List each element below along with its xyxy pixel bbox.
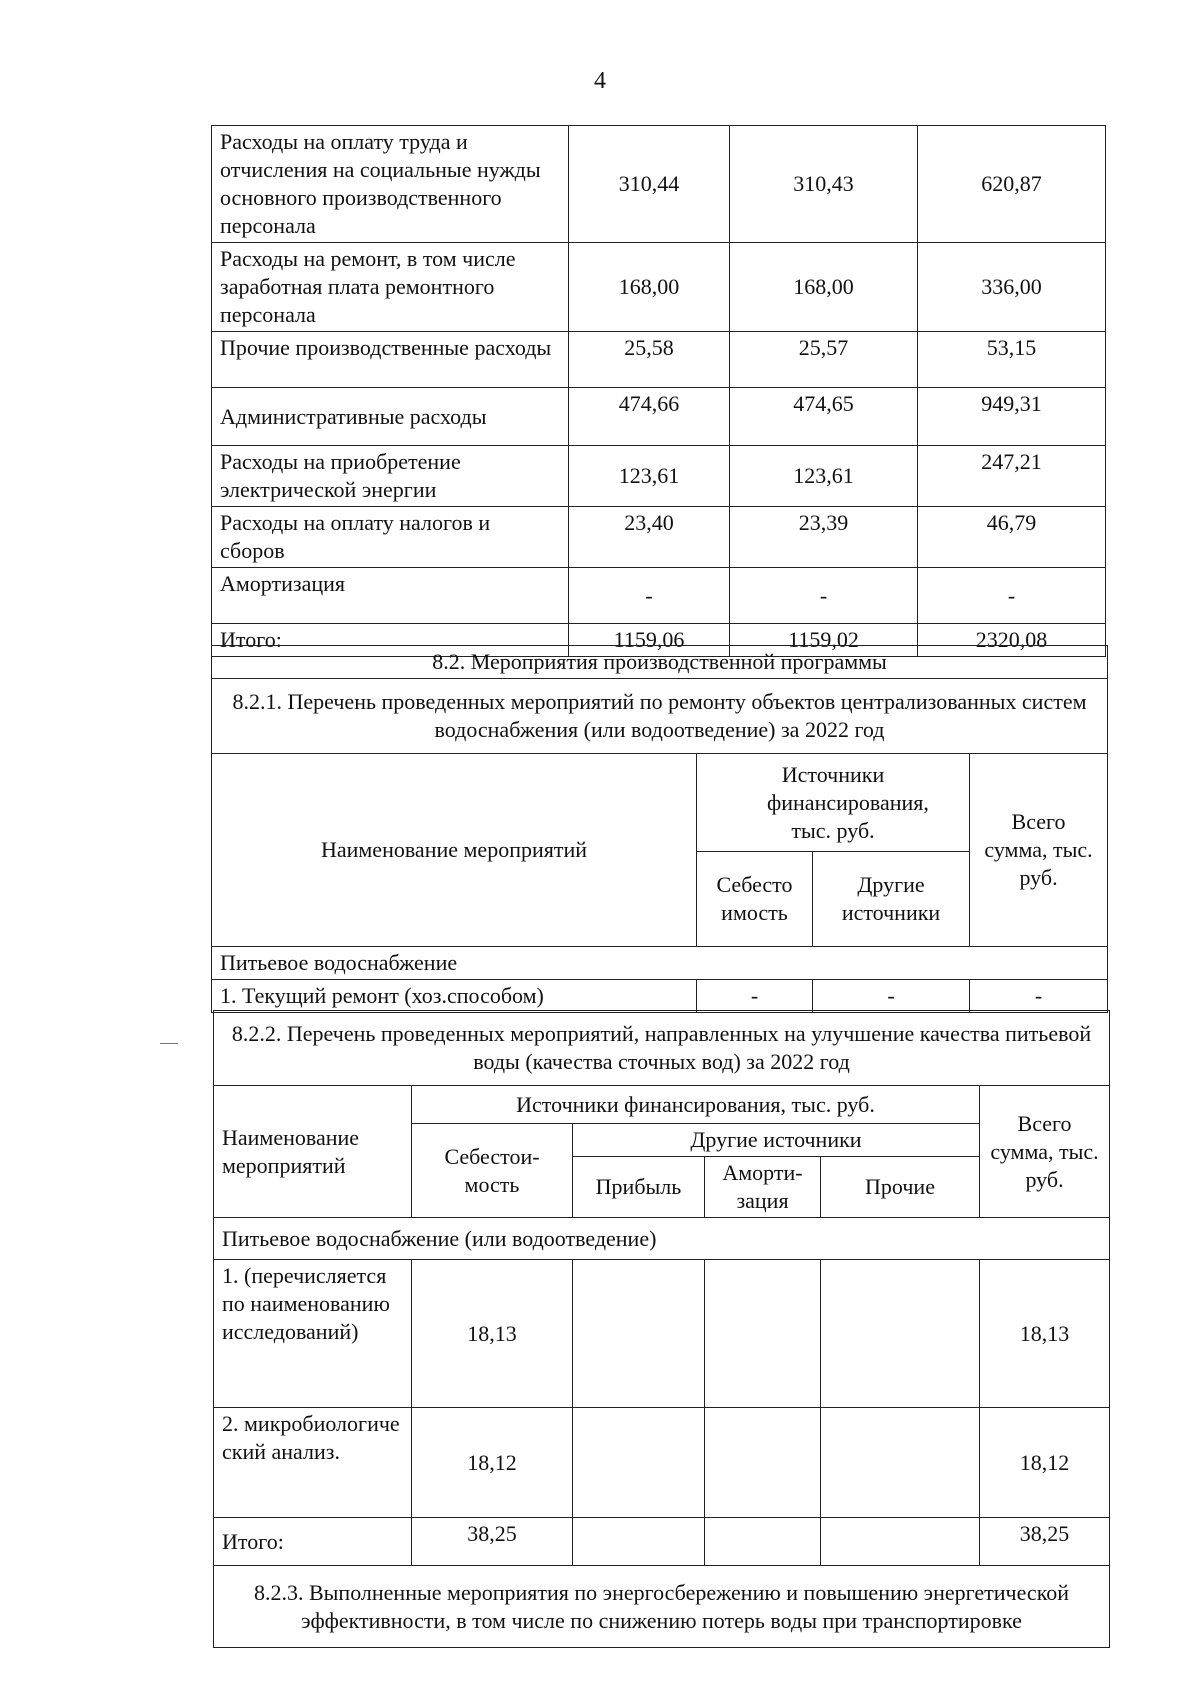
header-total: Всего сумма, тыс. руб. [970, 754, 1108, 947]
header-name: Наименование мероприятий [214, 1086, 412, 1218]
row-cost: 18,12 [412, 1408, 573, 1518]
cost-value: 620,87 [918, 126, 1106, 243]
cost-value: - [730, 568, 918, 624]
total-cost: 38,25 [412, 1518, 573, 1566]
header-cost: Себестои- мость [412, 1124, 573, 1218]
cost-value: 247,21 [918, 446, 1106, 507]
header-other: Другие источники [573, 1124, 980, 1157]
page-number: 4 [594, 68, 606, 94]
cost-value: 310,44 [569, 126, 730, 243]
table-row [214, 1260, 1110, 1408]
header-other: Другие источники [813, 852, 970, 947]
table-8-2-2 [213, 1010, 1110, 1648]
cost-row [212, 507, 1106, 568]
header-total: Всего сумма, тыс. руб. [980, 1086, 1110, 1218]
cost-value: 336,00 [918, 243, 1106, 332]
row-value: - [970, 980, 1108, 1013]
cost-name: Административные расходы [212, 388, 569, 446]
row-amort [705, 1260, 821, 1408]
group-label: Питьевое водоснабжение [212, 947, 1108, 980]
cost-value: 474,66 [569, 388, 730, 446]
cost-value: - [918, 568, 1106, 624]
header-profit: Прибыль [573, 1157, 705, 1218]
total-label: Итого: [214, 1518, 412, 1566]
cost-value: 123,61 [730, 446, 918, 507]
row-name: 2. микробиологиче ский анализ. [214, 1408, 412, 1518]
header-misc: Прочие [821, 1157, 980, 1218]
row-name: 1. (перечисляется по наименованию исследований) [214, 1260, 412, 1408]
row-cost: 18,13 [412, 1260, 573, 1408]
header-sources: Источники финансирования, тыс. руб. [412, 1086, 980, 1124]
header-name: Наименование мероприятий [212, 754, 697, 947]
row-profit [573, 1260, 705, 1408]
total-amort [705, 1518, 821, 1566]
cost-value: - [569, 568, 730, 624]
section-8-2-3-title: 8.2.3. Выполненные мероприятия по энергосбережению и повышению энергетической эффективности, в том числе по снижению потерь воды при транспортировке [214, 1566, 1110, 1648]
cost-value: 474,65 [730, 388, 918, 446]
row-total: 18,12 [980, 1408, 1110, 1518]
table-8-2-1 [211, 645, 1108, 1013]
scan-mark [160, 1043, 178, 1044]
cost-value: 53,15 [918, 332, 1106, 388]
row-profit [573, 1408, 705, 1518]
cost-row [212, 126, 1106, 243]
total-sum: 38,25 [980, 1518, 1110, 1566]
table-row [212, 980, 1108, 1013]
cost-name: Прочие производственные расходы [212, 332, 569, 388]
table-row [214, 1408, 1110, 1518]
cost-value: 23,40 [569, 507, 730, 568]
header-sources: Источники финансирования, тыс. руб. [697, 754, 970, 852]
cost-row [212, 568, 1106, 624]
total-row [214, 1518, 1110, 1566]
cost-value: 25,58 [569, 332, 730, 388]
cost-row [212, 388, 1106, 446]
row-value: - [697, 980, 813, 1013]
section-8-2-title: 8.2. Мероприятия производственной программы [212, 646, 1108, 679]
cost-value: 123,61 [569, 446, 730, 507]
cost-name: Расходы на оплату труда и отчисления на социальные нужды основного производственного персонала [212, 126, 569, 243]
cost-total-label: Итого: [212, 624, 569, 657]
cost-value: 168,00 [569, 243, 730, 332]
cost-value: 310,43 [730, 126, 918, 243]
table-8-2-2-title: 8.2.2. Перечень проведенных мероприятий, направленных на улучшение качества питьевой воды (качества сточных вод) за 2022 год [214, 1011, 1110, 1086]
cost-name: Расходы на оплату налогов и сборов [212, 507, 569, 568]
cost-name: Расходы на приобретение электрической энергии [212, 446, 569, 507]
row-name: 1. Текущий ремонт (хоз.способом) [212, 980, 697, 1013]
table-8-2-1-title: 8.2.1. Перечень проведенных мероприятий по ремонту объектов централизованных систем водоснабжения (или водоотведение) за 2022 год [212, 679, 1108, 754]
total-misc [821, 1518, 980, 1566]
cost-table [211, 125, 1106, 657]
header-amort: Аморти- зация [705, 1157, 821, 1218]
cost-row [212, 332, 1106, 388]
cost-row [212, 446, 1106, 507]
cost-value: 23,39 [730, 507, 918, 568]
row-amort [705, 1408, 821, 1518]
row-total: 18,13 [980, 1260, 1110, 1408]
group-label: Питьевое водоснабжение (или водоотведение) [214, 1218, 1110, 1260]
cost-value: 949,31 [918, 388, 1106, 446]
cost-total-value: 2320,08 [918, 624, 1106, 657]
header-cost: Себесто имость [697, 852, 813, 947]
cost-name: Амортизация [212, 568, 569, 624]
cost-value: 46,79 [918, 507, 1106, 568]
cost-value: 168,00 [730, 243, 918, 332]
cost-value: 25,57 [730, 332, 918, 388]
cost-row [212, 243, 1106, 332]
total-profit [573, 1518, 705, 1566]
cost-total-value: 1159,02 [730, 624, 918, 657]
cost-name: Расходы на ремонт, в том числе заработная плата ремонтного персонала [212, 243, 569, 332]
cost-total-value: 1159,06 [569, 624, 730, 657]
row-misc [821, 1408, 980, 1518]
row-value: - [813, 980, 970, 1013]
row-misc [821, 1260, 980, 1408]
